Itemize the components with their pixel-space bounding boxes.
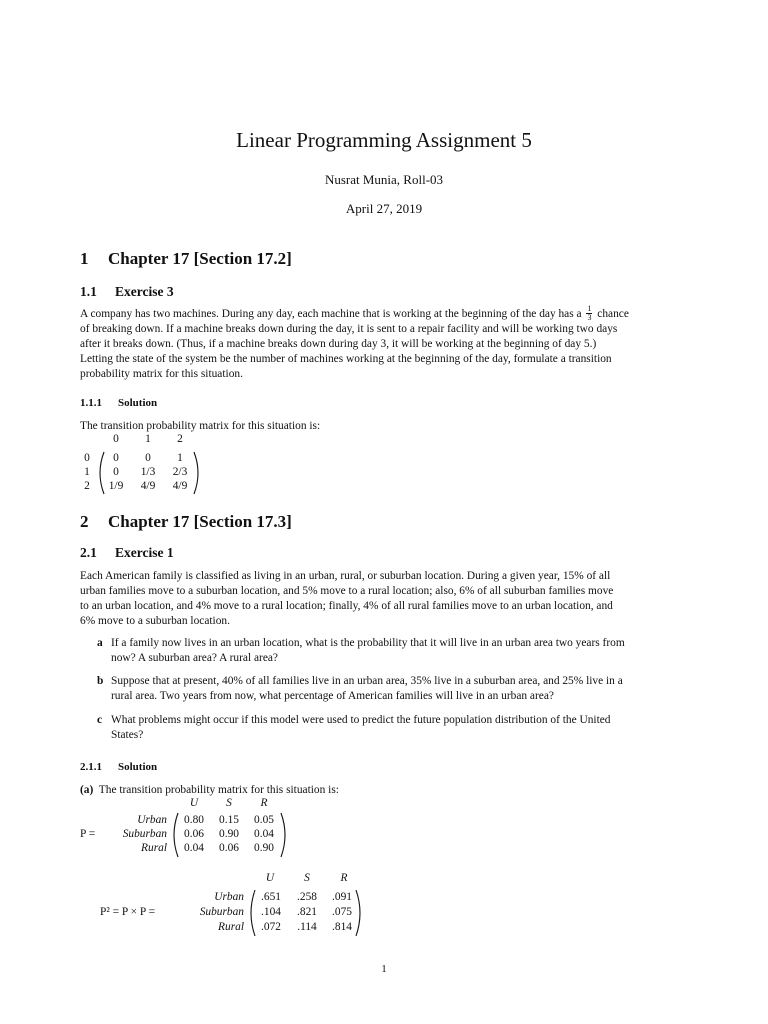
matrix-col-label: U	[189, 797, 199, 809]
matrix-cell: 1/9	[108, 480, 124, 492]
matrix-cell: 0.04	[254, 828, 274, 840]
section-number: 1	[80, 249, 89, 268]
problem-line: after it breaks down. (Thus, if a machine breaks down during day 3, it will be working at the beginning of day 5.)	[80, 338, 597, 350]
subsection-2-1-heading	[80, 545, 174, 561]
subsection-title: Exercise 1	[115, 545, 174, 560]
problem-line: probability matrix for this situation.	[80, 368, 243, 380]
matrix-equation-label: P² = P × P =	[100, 906, 156, 918]
matrix-col-label: S	[304, 872, 310, 884]
subsubsection-title: Solution	[118, 761, 158, 773]
document-author: Nusrat Munia, Roll-03	[324, 172, 444, 187]
matrix-cell: 1/3	[140, 466, 156, 478]
matrix-cell: 0.05	[254, 814, 274, 826]
matrix-cell: .821	[297, 906, 317, 918]
matrix-row-label: 0	[84, 452, 90, 464]
matrix-cell: 0.90	[219, 828, 239, 840]
matrix-cell: .651	[261, 891, 281, 903]
matrix-col-label: S	[226, 797, 232, 809]
matrix-row-label: Urban	[214, 891, 244, 903]
list-item-label: b	[97, 675, 104, 687]
matrix-cell: .258	[297, 891, 317, 903]
problem-text: A company has two machines. During any day, each machine that is working at the beginning of the day has a	[80, 308, 582, 320]
matrix-cell: .814	[332, 921, 352, 933]
problem-line: of breaking down. If a machine breaks down during the day, it is sent to a repair facility and will be working two days	[80, 323, 618, 335]
subsection-title: Exercise 3	[115, 284, 174, 299]
subsubsection-number: 1.1.1	[80, 397, 102, 409]
document-date: April 27, 2019	[345, 201, 423, 216]
matrix-cell: .072	[261, 921, 281, 933]
left-parenthesis	[170, 812, 180, 858]
list-item-label: a	[97, 637, 103, 649]
matrix-cell: 4/9	[172, 480, 188, 492]
list-item-line: rural area. Two years from now, what percentage of American families will live in an urban area?	[111, 690, 554, 702]
section-title: Chapter 17 [Section 17.3]	[108, 512, 292, 531]
matrix-col-label: U	[265, 872, 275, 884]
list-item-line: States?	[111, 729, 144, 741]
list-item	[97, 674, 687, 704]
matrix-cell: 0.06	[184, 828, 204, 840]
subsection-1-1-heading	[80, 284, 174, 300]
matrix-cell: 0	[113, 466, 119, 478]
matrix-col-label: R	[260, 797, 268, 809]
fraction-denominator: 3	[587, 313, 592, 322]
matrix-cell: 0.06	[219, 842, 239, 854]
matrix-cell: 0.90	[254, 842, 274, 854]
right-parenthesis	[192, 451, 202, 495]
fraction-numerator: 1	[587, 304, 592, 313]
matrix-col-label: R	[340, 872, 348, 884]
section-2-heading	[80, 512, 292, 532]
section-1-heading	[80, 249, 292, 269]
section-title: Chapter 17 [Section 17.2]	[108, 249, 292, 268]
subsubsection-title: Solution	[118, 397, 158, 409]
matrix-cell: 0	[145, 452, 151, 464]
solution-intro: The transition probability matrix for this situation is:	[80, 420, 321, 432]
list-item	[97, 636, 687, 666]
matrix-cell: .104	[261, 906, 281, 918]
matrix-row-label: Urban	[137, 814, 167, 826]
part-label: (a)	[80, 784, 94, 796]
solution-part-a	[80, 783, 687, 798]
list-item-text	[111, 713, 687, 743]
matrix-name: P =	[80, 828, 96, 840]
page-number: 1	[381, 963, 387, 975]
fraction	[586, 305, 592, 322]
matrix-col-label: 2	[177, 433, 183, 445]
left-parenthesis	[96, 451, 106, 495]
list-item-text	[111, 636, 687, 666]
problem-line	[80, 305, 687, 322]
list-item-line: If a family now lives in an urban location, what is the probability that it will live in an urban area two years from	[111, 637, 625, 649]
problem-line: to an urban location, and 4% move to a rural location; finally, 4% of all rural families move to an urban location, and	[80, 600, 613, 612]
list-item-label: c	[97, 714, 103, 726]
list-item-line: What problems might occur if this model were used to predict the future population distribution of the United	[111, 714, 611, 726]
matrix-cell: 2/3	[172, 466, 188, 478]
list-item-line: now? A suburban area? A rural area?	[111, 652, 278, 664]
list-item-line: Suppose that at present, 40% of all families live in an urban area, 35% live in a suburban area, and 25% live in a	[111, 675, 623, 687]
problem-line: Each American family is classified as living in an urban, rural, or suburban location. During a given year, 15% of all	[80, 570, 611, 582]
matrix-col-label: 1	[145, 433, 151, 445]
problem-line: urban families move to a suburban location, and 5% move to a rural location; also, 6% of all suburban families move	[80, 585, 614, 597]
section-number: 2	[80, 512, 89, 531]
matrix-cell: 4/9	[140, 480, 156, 492]
document-title: Linear Programming Assignment 5	[236, 128, 532, 152]
matrix-cell: .114	[297, 921, 317, 933]
matrix-cell: 0	[113, 452, 119, 464]
right-parenthesis	[279, 812, 289, 858]
matrix-cell: 0.80	[184, 814, 204, 826]
subsubsection-1-1-1-heading	[80, 397, 157, 409]
matrix-row-label: Suburban	[199, 906, 244, 918]
matrix-cell: 0.15	[219, 814, 239, 826]
matrix-col-label: 0	[113, 433, 119, 445]
list-item-text	[111, 674, 687, 704]
list-item	[97, 713, 687, 743]
right-parenthesis	[354, 889, 364, 937]
problem-line: Letting the state of the system be the number of machines working at the beginning of the day, formulate a transition	[80, 353, 612, 365]
matrix-row-label: Rural	[141, 842, 167, 854]
matrix-cell: .075	[332, 906, 352, 918]
problem-line: 6% move to a suburban location.	[80, 615, 230, 627]
exercise-3-problem	[80, 305, 687, 382]
matrix-row-label: 1	[84, 466, 90, 478]
matrix-row-label: Rural	[218, 921, 244, 933]
matrix-cell: 1	[177, 452, 183, 464]
problem-text: chance	[597, 308, 629, 320]
subsubsection-2-1-1-heading	[80, 761, 157, 773]
left-parenthesis	[247, 889, 257, 937]
matrix-cell: 0.04	[184, 842, 204, 854]
subsubsection-number: 2.1.1	[80, 761, 102, 773]
subsection-number: 1.1	[80, 284, 97, 299]
matrix-row-label: 2	[84, 480, 90, 492]
matrix-row-label: Suburban	[122, 828, 167, 840]
matrix-cell: .091	[332, 891, 352, 903]
exercise-1-problem	[80, 569, 687, 629]
subsection-number: 2.1	[80, 545, 97, 560]
solution-intro: The transition probability matrix for this situation is:	[98, 784, 339, 796]
